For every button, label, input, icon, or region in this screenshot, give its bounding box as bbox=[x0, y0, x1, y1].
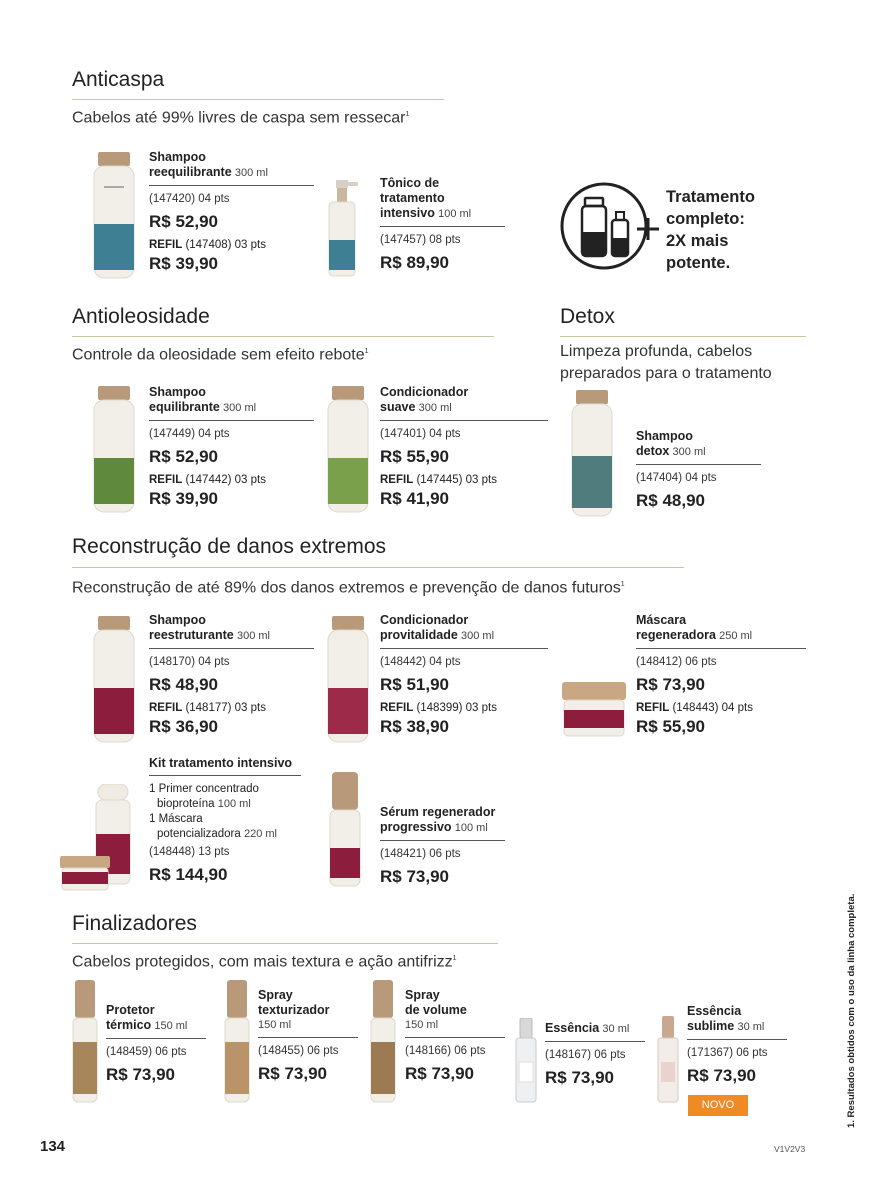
section-subtitle-anticaspa: Cabelos até 99% livres de caspa sem ressecar$^1$ bbox=[72, 109, 410, 127]
version-code: V1V2V3 bbox=[774, 1144, 806, 1154]
serum-bottle-image bbox=[328, 772, 362, 888]
product-essencia-sublime: Essência sublime 30 ml (171367) 06 pts R$ 73,90 bbox=[687, 1004, 787, 1086]
product-tonico: Tônico de tratamento intensivo 100 ml (147457) 08 pts R$ 89,90 bbox=[380, 176, 505, 273]
protetor-termico-bottle-image bbox=[72, 980, 98, 1104]
product-condicionador-suave: Condicionador suave 300 ml (147401) 04 pts R$ 55,90 REFIL (147445) 03 pts R$ 41,90 bbox=[380, 385, 548, 509]
mascara-regeneradora-jar-image bbox=[560, 680, 628, 740]
product-shampoo-equilibrante: Shampoo equilibrante 300 ml (147449) 04 pts R$ 52,90 REFIL (147442) 03 pts R$ 39,90 bbox=[149, 385, 314, 509]
section-subtitle-finalizadores: Cabelos protegidos, com mais textura e ação antifrizz$^1$ bbox=[72, 953, 457, 971]
page-number: 134 bbox=[40, 1138, 66, 1155]
product-spray-texturizador: Spray texturizador 150 ml (148455) 06 pts R$ 73,90 bbox=[258, 988, 358, 1084]
section-rule bbox=[72, 943, 498, 944]
section-subtitle-reconstrucao: Reconstrução de até 89% dos danos extremos e prevenção de danos futuros$^1$ bbox=[72, 579, 625, 597]
section-title-anticaspa: Anticaspa bbox=[72, 68, 165, 91]
product-mascara-regeneradora: Máscara regeneradora 250 ml (148412) 06 pts R$ 73,90 REFIL (148443) 04 pts R$ 55,90 bbox=[636, 613, 806, 737]
product-serum-regenerador: Sérum regenerador progressivo 100 ml (148421) 06 pts R$ 73,90 bbox=[380, 805, 505, 887]
product-shampoo-reequilibrante: Shampoo reequilibrante 300 ml (147420) 04 pts R$ 52,90 REFIL (147408) 03 pts R$ 39,90 bbox=[149, 150, 314, 274]
section-rule bbox=[72, 336, 494, 337]
section-title-antioleosidade: Antioleosidade bbox=[72, 305, 210, 328]
novo-badge: NOVO bbox=[688, 1095, 748, 1116]
callout-text: Tratamento completo: 2X mais potente. bbox=[666, 188, 755, 272]
section-title-reconstrucao: Reconstrução de danos extremos bbox=[72, 535, 387, 558]
product-shampoo-detox: Shampoo detox 300 ml (147404) 04 pts R$ 48,90 bbox=[636, 429, 761, 511]
spray-texturizador-bottle-image bbox=[224, 980, 250, 1104]
shampoo-detox-bottle-image bbox=[570, 390, 614, 518]
condicionador-suave-bottle-image bbox=[326, 386, 370, 514]
condicionador-provitalidade-bottle-image bbox=[326, 616, 370, 744]
essencia-sublime-bottle-image bbox=[656, 1016, 680, 1104]
shampoo-equilibrante-bottle-image bbox=[92, 386, 136, 514]
section-title-detox: Detox bbox=[560, 305, 615, 328]
section-subtitle-antioleosidade: Controle da oleosidade sem efeito rebote$^1$ bbox=[72, 346, 369, 364]
shampoo-reestruturante-bottle-image bbox=[92, 616, 136, 744]
product-kit-tratamento-intensivo: Kit tratamento intensivo 1 Primer concentrado bioproteína 100 ml 1 Máscara potencializadora 220 ml (148448) 13 pts R$ 144,90 bbox=[149, 756, 301, 885]
section-rule bbox=[72, 567, 684, 568]
section-rule bbox=[560, 336, 806, 337]
product-condicionador-provitalidade: Condicionador provitalidade 300 ml (148442) 04 pts R$ 51,90 REFIL (148399) 03 pts R$ 38,90 bbox=[380, 613, 548, 737]
product-protetor-termico: Protetor térmico 150 ml (148459) 06 pts R$ 73,90 bbox=[106, 1003, 206, 1085]
footnote: 1. Resultados obtidos com o uso da linha completa. bbox=[846, 893, 857, 1128]
section-subtitle-detox: Limpeza profunda, cabelos preparados para o tratamento bbox=[560, 343, 772, 382]
section-rule bbox=[72, 99, 444, 100]
product-shampoo-reestruturante: Shampoo reestruturante 300 ml (148170) 04 pts R$ 48,90 REFIL (148177) 03 pts R$ 36,90 bbox=[149, 613, 314, 737]
essencia-bottle-image bbox=[514, 1018, 538, 1104]
kit-tratamento-image bbox=[58, 784, 138, 894]
tratamento-completo-icon bbox=[560, 182, 660, 274]
shampoo-reequilibrante-bottle-image bbox=[92, 152, 136, 280]
spray-volume-bottle-image bbox=[370, 980, 396, 1104]
section-title-finalizadores: Finalizadores bbox=[72, 912, 197, 935]
product-spray-volume: Spray de volume 150 ml (148166) 06 pts R$ 73,90 bbox=[405, 988, 505, 1084]
tonico-bottle-image bbox=[326, 180, 360, 278]
product-essencia: Essência 30 ml (148167) 06 pts R$ 73,90 bbox=[545, 1021, 645, 1088]
